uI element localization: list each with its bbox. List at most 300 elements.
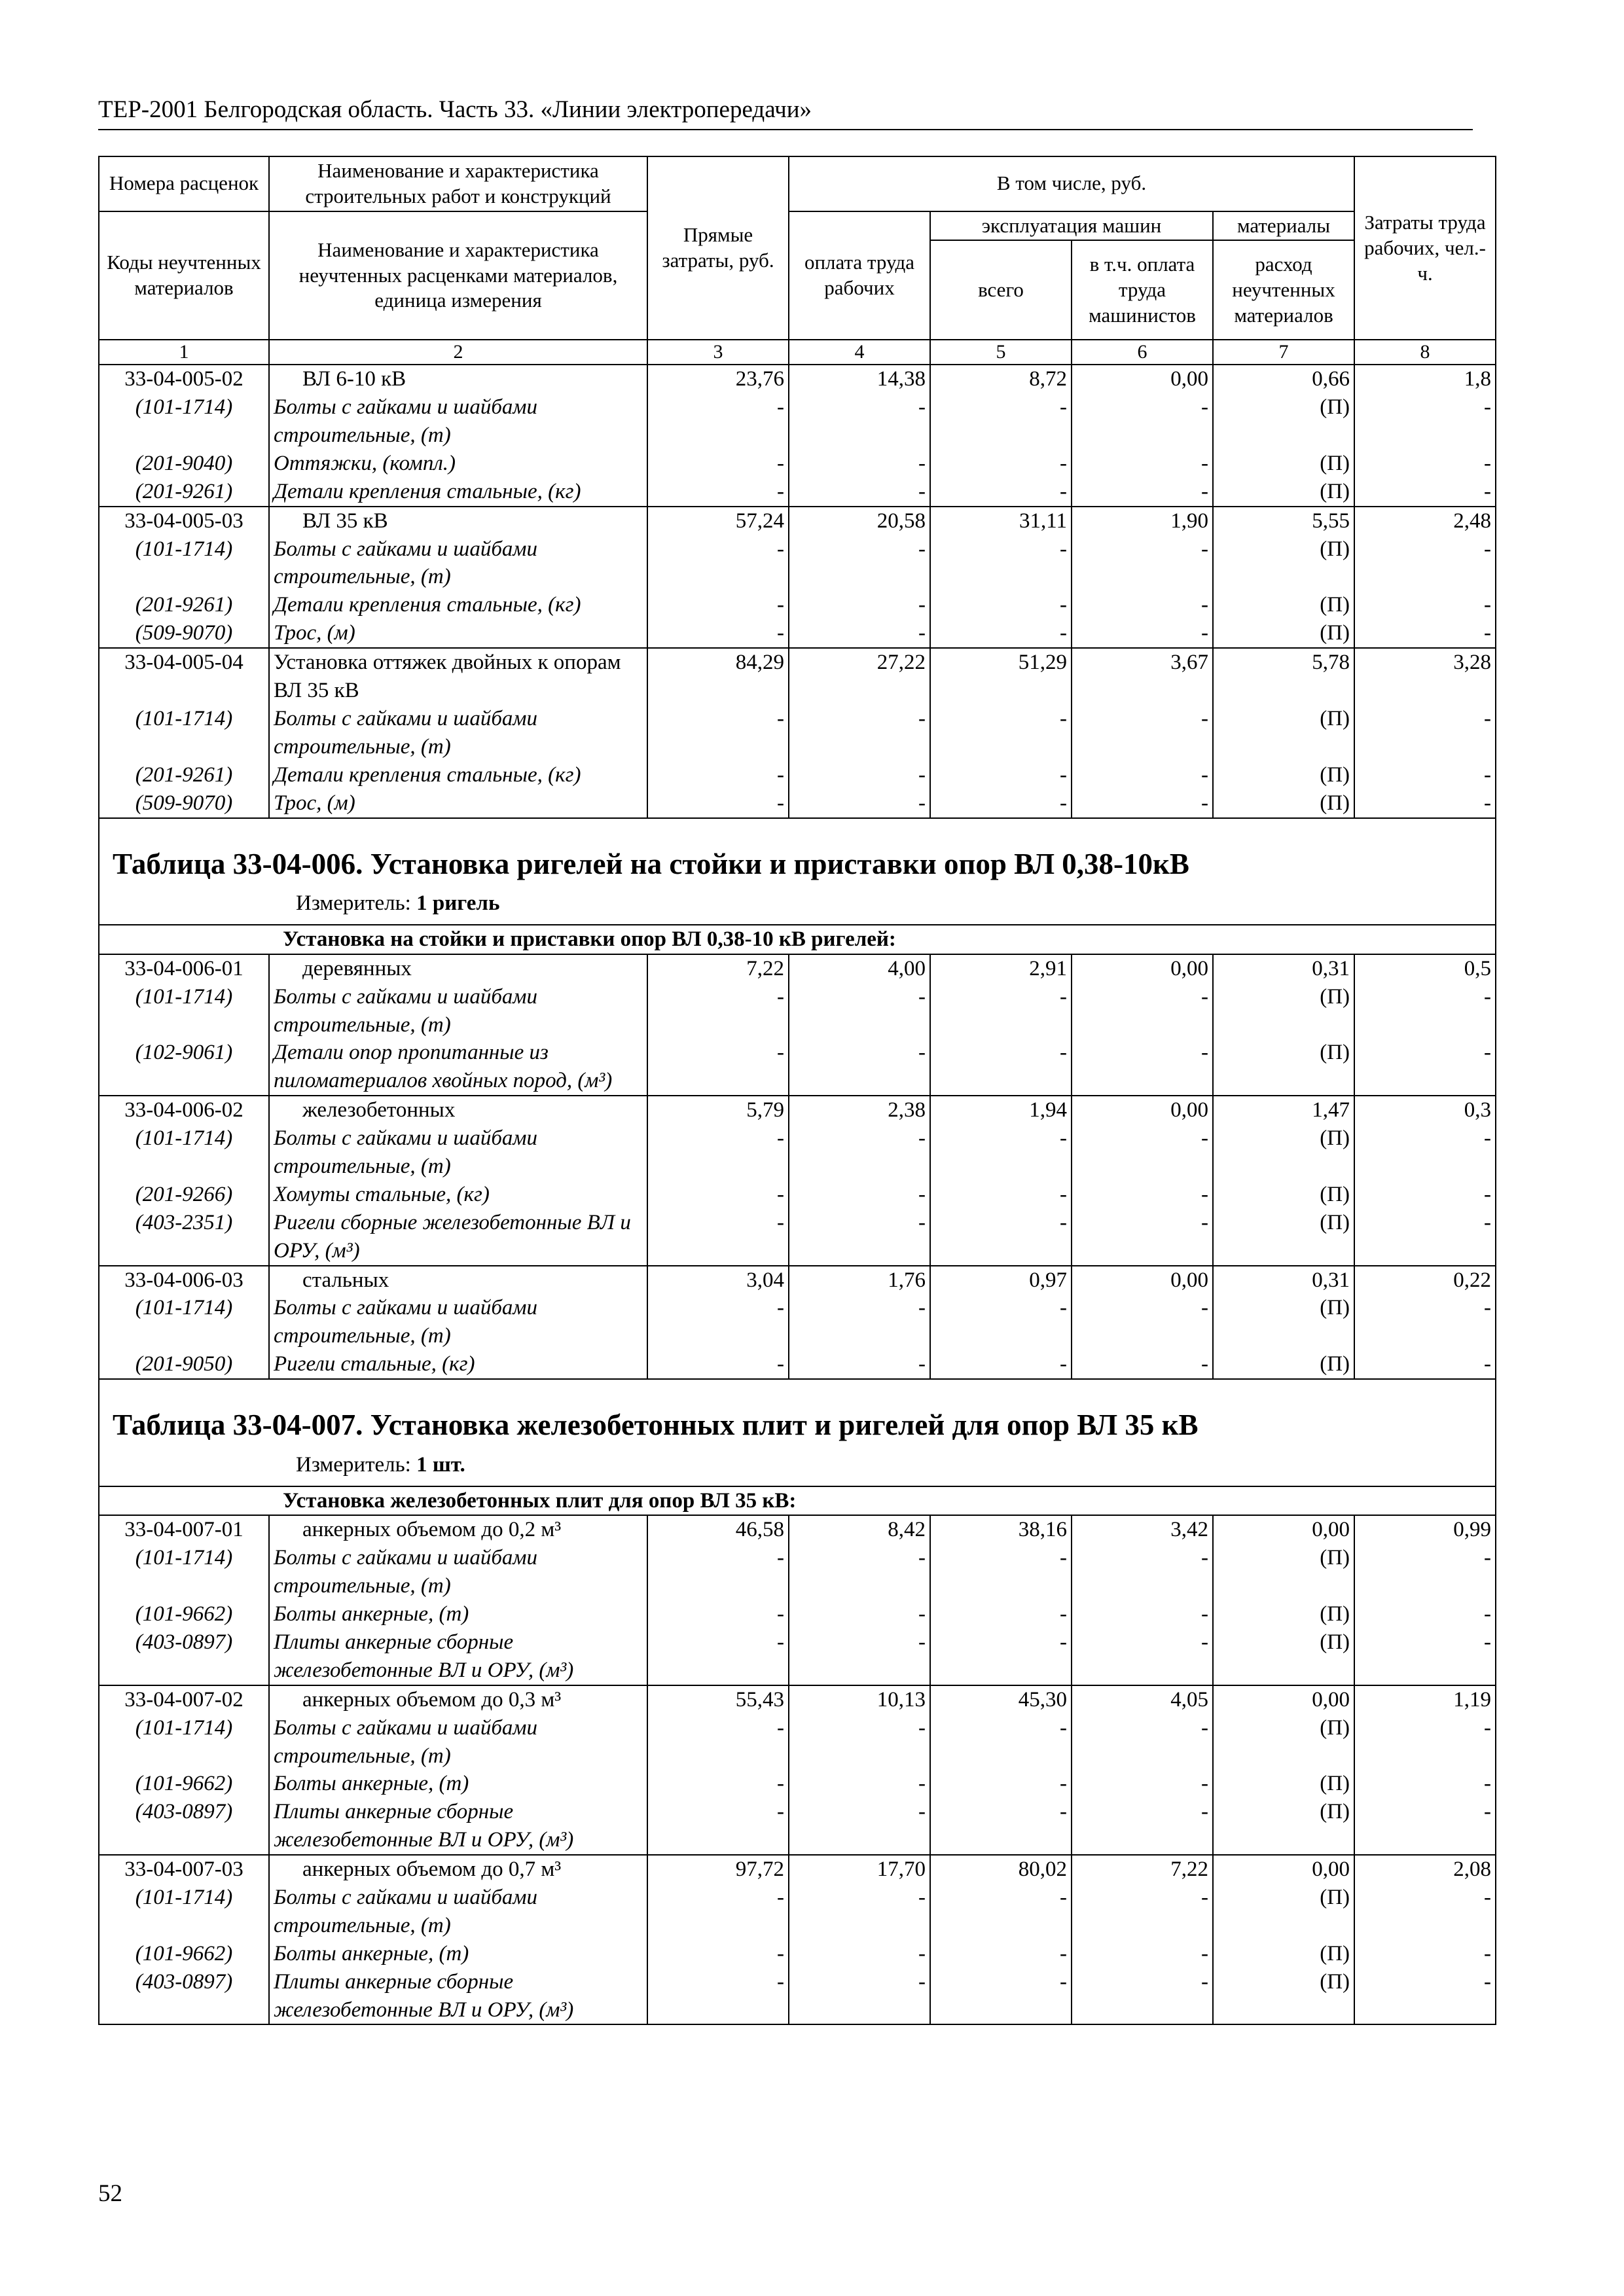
value-cell: - bbox=[930, 1124, 1072, 1181]
value-cell: - bbox=[647, 1181, 789, 1209]
rate-code: 33-04-006-02 bbox=[99, 1096, 269, 1124]
measure-label: Измеритель: bbox=[296, 891, 417, 915]
value-cell: - bbox=[647, 761, 789, 789]
value-cell: - bbox=[647, 1968, 789, 2025]
rate-row bbox=[99, 648, 1496, 705]
value-cell: (П) bbox=[1213, 1181, 1354, 1209]
value-cell: - bbox=[1072, 591, 1213, 619]
material-code: (101-1714) bbox=[99, 1884, 269, 1940]
value-cell: - bbox=[647, 1628, 789, 1685]
value-cell: 20,58 bbox=[789, 507, 930, 535]
value-cell: - bbox=[1354, 1600, 1496, 1628]
value-cell: 31,11 bbox=[930, 507, 1072, 535]
value-cell: - bbox=[930, 1209, 1072, 1266]
value-cell: - bbox=[789, 1940, 930, 1968]
material-code: (101-9662) bbox=[99, 1940, 269, 1968]
value-cell: - bbox=[647, 1884, 789, 1940]
value-cell: - bbox=[930, 1544, 1072, 1600]
material-code: (201-9261) bbox=[99, 478, 269, 507]
material-code: (403-0897) bbox=[99, 1628, 269, 1685]
value-cell: - bbox=[1354, 1350, 1496, 1379]
material-code: (201-9050) bbox=[99, 1350, 269, 1379]
material-row bbox=[99, 1968, 1496, 2025]
value-cell: - bbox=[1354, 1798, 1496, 1855]
value-cell: 0,00 bbox=[1213, 1515, 1354, 1544]
value-cell: - bbox=[789, 1124, 930, 1181]
rate-name: анкерных объемом до 0,7 м³ bbox=[269, 1855, 647, 1884]
value-cell: 2,91 bbox=[930, 954, 1072, 983]
value-cell: - bbox=[789, 1181, 930, 1209]
value-cell: 80,02 bbox=[930, 1855, 1072, 1884]
material-name: Детали опор пропитанные из пиломатериалов хвойных пород, (м³) bbox=[269, 1039, 647, 1096]
value-cell: - bbox=[930, 705, 1072, 761]
value-cell: - bbox=[930, 1714, 1072, 1770]
value-cell: - bbox=[647, 1600, 789, 1628]
material-row bbox=[99, 450, 1496, 478]
rate-name: Установка оттяжек двойных к опорам ВЛ 35 кВ bbox=[269, 648, 647, 705]
value-cell: - bbox=[930, 1294, 1072, 1350]
value-cell: (П) bbox=[1213, 393, 1354, 450]
value-cell: 0,5 bbox=[1354, 954, 1496, 983]
material-name: Детали крепления стальные, (кг) bbox=[269, 478, 647, 507]
value-cell: - bbox=[930, 393, 1072, 450]
col-header-1b: Коды неучтенных материалов bbox=[99, 211, 269, 340]
rate-row bbox=[99, 1685, 1496, 1714]
material-code: (101-1714) bbox=[99, 1714, 269, 1770]
material-code: (201-9040) bbox=[99, 450, 269, 478]
value-cell: - bbox=[1354, 1039, 1496, 1096]
value-cell: (П) bbox=[1213, 1294, 1354, 1350]
value-cell: - bbox=[930, 761, 1072, 789]
rate-row bbox=[99, 954, 1496, 983]
value-cell: - bbox=[1354, 1294, 1496, 1350]
material-code: (201-9266) bbox=[99, 1181, 269, 1209]
material-name: Детали крепления стальные, (кг) bbox=[269, 591, 647, 619]
col-header-5: всего bbox=[930, 240, 1072, 340]
value-cell: 0,00 bbox=[1213, 1855, 1354, 1884]
value-cell: 0,99 bbox=[1354, 1515, 1496, 1544]
value-cell: 0,00 bbox=[1072, 365, 1213, 393]
value-cell: - bbox=[1072, 761, 1213, 789]
col-header-2b: Наименование и характеристика неучтенных расценками материалов, единица измерения bbox=[269, 211, 647, 340]
value-cell: (П) bbox=[1213, 1544, 1354, 1600]
value-cell: - bbox=[1354, 478, 1496, 507]
section-heading: Установка на стойки и приставки опор ВЛ 0,38-10 кВ ригелей: bbox=[99, 925, 1496, 954]
value-cell: - bbox=[1072, 1714, 1213, 1770]
value-cell: - bbox=[930, 478, 1072, 507]
material-row bbox=[99, 705, 1496, 761]
value-cell: (П) bbox=[1213, 1350, 1354, 1379]
rate-row bbox=[99, 507, 1496, 535]
value-cell: - bbox=[1072, 1770, 1213, 1798]
rate-code: 33-04-006-03 bbox=[99, 1266, 269, 1295]
material-row bbox=[99, 478, 1496, 507]
value-cell: (П) bbox=[1213, 1968, 1354, 2025]
column-numbers-row bbox=[99, 340, 1496, 365]
material-name: Болты с гайками и шайбами строительные, (т) bbox=[269, 1544, 647, 1600]
material-code: (509-9070) bbox=[99, 789, 269, 818]
value-cell: 0,00 bbox=[1072, 954, 1213, 983]
value-cell: - bbox=[647, 705, 789, 761]
value-cell: - bbox=[930, 1039, 1072, 1096]
material-row bbox=[99, 761, 1496, 789]
rate-code: 33-04-007-03 bbox=[99, 1855, 269, 1884]
value-cell: - bbox=[930, 450, 1072, 478]
material-row bbox=[99, 1940, 1496, 1968]
value-cell: - bbox=[647, 478, 789, 507]
value-cell: - bbox=[1072, 1940, 1213, 1968]
value-cell: - bbox=[930, 535, 1072, 592]
rate-name: анкерных объемом до 0,3 м³ bbox=[269, 1685, 647, 1714]
value-cell: (П) bbox=[1213, 761, 1354, 789]
column-number: 8 bbox=[1354, 340, 1496, 365]
value-cell: - bbox=[1354, 705, 1496, 761]
material-name: Ригели сборные железобетонные ВЛ и ОРУ, (м³) bbox=[269, 1209, 647, 1266]
value-cell: 1,90 bbox=[1072, 507, 1213, 535]
value-cell: - bbox=[1072, 983, 1213, 1039]
material-name: Хомуты стальные, (кг) bbox=[269, 1181, 647, 1209]
value-cell: - bbox=[1354, 393, 1496, 450]
value-cell: - bbox=[930, 1628, 1072, 1685]
price-table bbox=[98, 156, 1496, 2025]
material-row bbox=[99, 619, 1496, 648]
material-name: Болты анкерные, (т) bbox=[269, 1770, 647, 1798]
col-header-4: оплата труда рабочих bbox=[789, 211, 930, 340]
rate-code: 33-04-007-01 bbox=[99, 1515, 269, 1544]
value-cell: 0,3 bbox=[1354, 1096, 1496, 1124]
column-number: 4 bbox=[789, 340, 930, 365]
value-cell: (П) bbox=[1213, 591, 1354, 619]
value-cell: - bbox=[789, 1350, 930, 1379]
material-name: Болты с гайками и шайбами строительные, (т) bbox=[269, 1294, 647, 1350]
value-cell: (П) bbox=[1213, 450, 1354, 478]
value-cell: - bbox=[789, 761, 930, 789]
material-row bbox=[99, 1714, 1496, 1770]
value-cell: 2,38 bbox=[789, 1096, 930, 1124]
value-cell: 3,04 bbox=[647, 1266, 789, 1295]
value-cell: - bbox=[647, 450, 789, 478]
value-cell: - bbox=[789, 1770, 930, 1798]
value-cell: (П) bbox=[1213, 1209, 1354, 1266]
material-code: (101-1714) bbox=[99, 983, 269, 1039]
value-cell: - bbox=[789, 591, 930, 619]
material-code: (101-1714) bbox=[99, 1544, 269, 1600]
value-cell: - bbox=[930, 1181, 1072, 1209]
column-number: 2 bbox=[269, 340, 647, 365]
value-cell: - bbox=[647, 983, 789, 1039]
value-cell: - bbox=[1072, 705, 1213, 761]
value-cell: - bbox=[1072, 1884, 1213, 1940]
material-name: Оттяжки, (компл.) bbox=[269, 450, 647, 478]
value-cell: 23,76 bbox=[647, 365, 789, 393]
rate-name: ВЛ 35 кВ bbox=[269, 507, 647, 535]
value-cell: (П) bbox=[1213, 619, 1354, 648]
value-cell: - bbox=[647, 535, 789, 592]
rate-name: стальных bbox=[269, 1266, 647, 1295]
value-cell: 46,58 bbox=[647, 1515, 789, 1544]
value-cell: - bbox=[1072, 1600, 1213, 1628]
material-row bbox=[99, 1124, 1496, 1181]
material-code: (403-2351) bbox=[99, 1209, 269, 1266]
material-code: (101-9662) bbox=[99, 1600, 269, 1628]
value-cell: 97,72 bbox=[647, 1855, 789, 1884]
material-name: Болты с гайками и шайбами строительные, (т) bbox=[269, 1714, 647, 1770]
value-cell: - bbox=[647, 1350, 789, 1379]
material-name: Болты анкерные, (т) bbox=[269, 1600, 647, 1628]
value-cell: 3,28 bbox=[1354, 648, 1496, 705]
value-cell: - bbox=[1072, 1124, 1213, 1181]
value-cell: - bbox=[789, 1628, 930, 1685]
rate-code: 33-04-006-01 bbox=[99, 954, 269, 983]
value-cell: (П) bbox=[1213, 478, 1354, 507]
value-cell: 8,72 bbox=[930, 365, 1072, 393]
value-cell: 45,30 bbox=[930, 1685, 1072, 1714]
value-cell: 51,29 bbox=[930, 648, 1072, 705]
value-cell: - bbox=[789, 478, 930, 507]
value-cell: - bbox=[1354, 789, 1496, 818]
table-title-row bbox=[99, 1379, 1496, 1486]
value-cell: - bbox=[1072, 1294, 1213, 1350]
value-cell: - bbox=[1072, 535, 1213, 592]
material-row bbox=[99, 1600, 1496, 1628]
value-cell: - bbox=[1354, 1940, 1496, 1968]
column-number: 7 bbox=[1213, 340, 1354, 365]
material-code: (403-0897) bbox=[99, 1798, 269, 1855]
value-cell: - bbox=[647, 1124, 789, 1181]
value-cell: 0,31 bbox=[1213, 954, 1354, 983]
material-name: Детали крепления стальные, (кг) bbox=[269, 761, 647, 789]
value-cell: - bbox=[647, 1940, 789, 1968]
value-cell: - bbox=[647, 393, 789, 450]
value-cell: - bbox=[647, 1714, 789, 1770]
value-cell: 38,16 bbox=[930, 1515, 1072, 1544]
value-cell: - bbox=[647, 1294, 789, 1350]
value-cell: 7,22 bbox=[647, 954, 789, 983]
value-cell: (П) bbox=[1213, 1714, 1354, 1770]
material-code: (101-1714) bbox=[99, 1294, 269, 1350]
rate-name: деревянных bbox=[269, 954, 647, 983]
value-cell: 1,8 bbox=[1354, 365, 1496, 393]
material-code: (101-1714) bbox=[99, 535, 269, 592]
value-cell: - bbox=[1354, 1770, 1496, 1798]
rate-code: 33-04-005-02 bbox=[99, 365, 269, 393]
material-name: Болты с гайками и шайбами строительные, (т) bbox=[269, 1884, 647, 1940]
value-cell: 4,00 bbox=[789, 954, 930, 983]
material-code: (403-0897) bbox=[99, 1968, 269, 2025]
value-cell: - bbox=[930, 983, 1072, 1039]
value-cell: - bbox=[789, 450, 930, 478]
value-cell: - bbox=[1072, 1628, 1213, 1685]
value-cell: - bbox=[1354, 591, 1496, 619]
value-cell: - bbox=[789, 535, 930, 592]
value-cell: - bbox=[647, 1798, 789, 1855]
col-header-materials: материалы bbox=[1213, 211, 1354, 241]
value-cell: 14,38 bbox=[789, 365, 930, 393]
material-code: (101-9662) bbox=[99, 1770, 269, 1798]
value-cell: - bbox=[1354, 983, 1496, 1039]
measure-unit bbox=[113, 889, 1482, 918]
col-header-machines: эксплуатация машин bbox=[930, 211, 1213, 241]
value-cell: (П) bbox=[1213, 1124, 1354, 1181]
value-cell: 1,76 bbox=[789, 1266, 930, 1295]
value-cell: - bbox=[1354, 1209, 1496, 1266]
table-body bbox=[99, 365, 1496, 2024]
value-cell: - bbox=[1354, 619, 1496, 648]
material-name: Болты с гайками и шайбами строительные, (т) bbox=[269, 393, 647, 450]
measure-value: 1 ригель bbox=[416, 891, 500, 915]
value-cell: 27,22 bbox=[789, 648, 930, 705]
material-name: Плиты анкерные сборные железобетонные ВЛ и ОРУ, (м³) bbox=[269, 1798, 647, 1855]
value-cell: - bbox=[1354, 761, 1496, 789]
table-title: Таблица 33-04-006. Установка ригелей на стойки и приставки опор ВЛ 0,38-10кВ bbox=[113, 847, 1189, 880]
material-name: Болты с гайками и шайбами строительные, (т) bbox=[269, 535, 647, 592]
value-cell: 2,08 bbox=[1354, 1855, 1496, 1884]
value-cell: (П) bbox=[1213, 983, 1354, 1039]
value-cell: 8,42 bbox=[789, 1515, 930, 1544]
value-cell: - bbox=[1072, 1181, 1213, 1209]
col-header-3: Прямые затраты, руб. bbox=[647, 156, 789, 340]
rate-code: 33-04-005-03 bbox=[99, 507, 269, 535]
material-name: Плиты анкерные сборные железобетонные ВЛ и ОРУ, (м³) bbox=[269, 1968, 647, 2025]
material-name: Ригели стальные, (кг) bbox=[269, 1350, 647, 1379]
rate-name: железобетонных bbox=[269, 1096, 647, 1124]
value-cell: - bbox=[647, 1039, 789, 1096]
value-cell: - bbox=[789, 789, 930, 818]
value-cell: 0,00 bbox=[1072, 1096, 1213, 1124]
rate-code: 33-04-007-02 bbox=[99, 1685, 269, 1714]
value-cell: - bbox=[1072, 1544, 1213, 1600]
value-cell: 10,13 bbox=[789, 1685, 930, 1714]
page-number: 52 bbox=[98, 2180, 122, 2207]
value-cell: - bbox=[789, 1884, 930, 1940]
value-cell: - bbox=[930, 1940, 1072, 1968]
value-cell: - bbox=[647, 619, 789, 648]
col-header-2a: Наименование и характеристика строительных работ и конструкций bbox=[269, 156, 647, 211]
material-code: (509-9070) bbox=[99, 619, 269, 648]
material-name: Болты с гайками и шайбами строительные, (т) bbox=[269, 1124, 647, 1181]
value-cell: - bbox=[930, 619, 1072, 648]
value-cell: - bbox=[930, 1884, 1072, 1940]
value-cell: - bbox=[1354, 1544, 1496, 1600]
value-cell: 0,00 bbox=[1072, 1266, 1213, 1295]
value-cell: 0,66 bbox=[1213, 365, 1354, 393]
value-cell: - bbox=[1072, 789, 1213, 818]
value-cell: 17,70 bbox=[789, 1855, 930, 1884]
measure-value: 1 шт. bbox=[416, 1452, 465, 1477]
value-cell: - bbox=[789, 1714, 930, 1770]
value-cell: - bbox=[1072, 478, 1213, 507]
value-cell: (П) bbox=[1213, 705, 1354, 761]
value-cell: - bbox=[1072, 450, 1213, 478]
value-cell: - bbox=[1354, 1628, 1496, 1685]
material-code: (201-9261) bbox=[99, 591, 269, 619]
material-row bbox=[99, 789, 1496, 818]
value-cell: - bbox=[930, 1798, 1072, 1855]
value-cell: - bbox=[789, 1600, 930, 1628]
value-cell: - bbox=[1354, 1714, 1496, 1770]
value-cell: (П) bbox=[1213, 1884, 1354, 1940]
value-cell: - bbox=[789, 1209, 930, 1266]
value-cell: 0,31 bbox=[1213, 1266, 1354, 1295]
material-row bbox=[99, 983, 1496, 1039]
value-cell: - bbox=[1354, 535, 1496, 592]
value-cell: - bbox=[1072, 1350, 1213, 1379]
rate-row bbox=[99, 1515, 1496, 1544]
value-cell: 0,97 bbox=[930, 1266, 1072, 1295]
material-row bbox=[99, 1628, 1496, 1685]
value-cell: 0,00 bbox=[1213, 1685, 1354, 1714]
col-header-7: расход неучтенных материалов bbox=[1213, 240, 1354, 340]
material-code: (101-1714) bbox=[99, 705, 269, 761]
measure-unit bbox=[113, 1451, 1482, 1479]
value-cell: - bbox=[1072, 1968, 1213, 2025]
material-row bbox=[99, 1770, 1496, 1798]
material-row bbox=[99, 1294, 1496, 1350]
value-cell: (П) bbox=[1213, 1628, 1354, 1685]
value-cell: - bbox=[930, 1968, 1072, 2025]
material-row bbox=[99, 1884, 1496, 1940]
value-cell: - bbox=[789, 1544, 930, 1600]
column-number: 1 bbox=[99, 340, 269, 365]
value-cell: 5,78 bbox=[1213, 648, 1354, 705]
section-row bbox=[99, 925, 1496, 954]
rate-name: анкерных объемом до 0,2 м³ bbox=[269, 1515, 647, 1544]
value-cell: 0,22 bbox=[1354, 1266, 1496, 1295]
rate-row bbox=[99, 1096, 1496, 1124]
table-header bbox=[99, 156, 1496, 365]
value-cell: - bbox=[647, 1544, 789, 1600]
material-name: Трос, (м) bbox=[269, 619, 647, 648]
value-cell: - bbox=[789, 393, 930, 450]
value-cell: 1,19 bbox=[1354, 1685, 1496, 1714]
material-row bbox=[99, 535, 1496, 592]
col-header-6: в т.ч. оплата труда машинистов bbox=[1072, 240, 1213, 340]
rate-row bbox=[99, 1855, 1496, 1884]
material-row bbox=[99, 393, 1496, 450]
value-cell: (П) bbox=[1213, 1940, 1354, 1968]
value-cell: - bbox=[1354, 1968, 1496, 2025]
col-header-8: Затраты труда рабочих, чел.-ч. bbox=[1354, 156, 1496, 340]
value-cell: - bbox=[789, 1968, 930, 2025]
material-code: (101-1714) bbox=[99, 393, 269, 450]
column-number: 5 bbox=[930, 340, 1072, 365]
value-cell: 5,79 bbox=[647, 1096, 789, 1124]
value-cell: - bbox=[1354, 1124, 1496, 1181]
value-cell: - bbox=[1354, 450, 1496, 478]
rate-row bbox=[99, 1266, 1496, 1295]
material-row bbox=[99, 1798, 1496, 1855]
value-cell: 7,22 bbox=[1072, 1855, 1213, 1884]
value-cell: - bbox=[930, 591, 1072, 619]
value-cell: 57,24 bbox=[647, 507, 789, 535]
value-cell: 55,43 bbox=[647, 1685, 789, 1714]
value-cell: - bbox=[647, 591, 789, 619]
col-header-1a: Номера расценок bbox=[99, 156, 269, 211]
value-cell: - bbox=[1072, 1039, 1213, 1096]
value-cell: - bbox=[789, 619, 930, 648]
value-cell: 1,94 bbox=[930, 1096, 1072, 1124]
value-cell: 3,42 bbox=[1072, 1515, 1213, 1544]
value-cell: - bbox=[1354, 1181, 1496, 1209]
page-header: ТЕР-2001 Белгородская область. Часть 33. «Линии электропередачи» bbox=[98, 97, 1473, 130]
value-cell: - bbox=[1072, 393, 1213, 450]
material-name: Болты с гайками и шайбами строительные, (т) bbox=[269, 705, 647, 761]
value-cell: - bbox=[1072, 619, 1213, 648]
value-cell: - bbox=[1354, 1884, 1496, 1940]
value-cell: (П) bbox=[1213, 789, 1354, 818]
material-row bbox=[99, 1209, 1496, 1266]
material-row bbox=[99, 1350, 1496, 1379]
